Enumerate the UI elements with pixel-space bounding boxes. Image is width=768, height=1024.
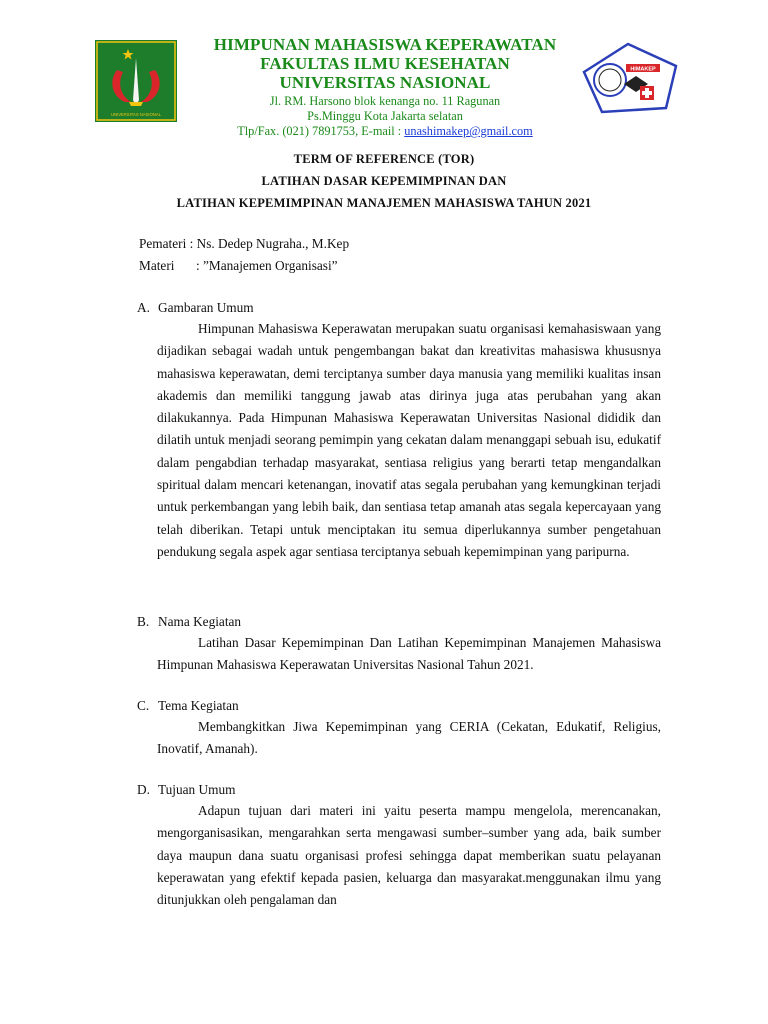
materi-line — [139, 258, 338, 274]
contact-prefix: Tlp/Fax. (021) 7891753, E-mail : — [237, 124, 405, 138]
section-d-body: Adapun tujuan dari materi ini yaitu peserta mampu mengelola, merencanakan, mengorganisasikan, mengarahkan serta mengawasi sumber–sumber yang ada, baik sumber daya maupun dana suatu organisasi profesi sehingga dapat memberikan suatu pelayanan keperawatan yang efektif kepada pasien, keluarga dan masyarakat.menggunakan ilmu yang ditunjukkan oleh pengalaman dan — [157, 803, 661, 908]
faculty-name: FAKULTAS ILMU KESEHATAN — [260, 54, 510, 73]
himakep-logo — [578, 42, 680, 114]
section-c-body: Membangkitkan Jiwa Kepemimpinan yang CERIA (Cekatan, Edukatif, Religius, Inovatif, Amanah). — [157, 719, 661, 757]
address-line-1: Jl. RM. Harsono blok kenanga no. 11 Ragunan — [269, 94, 501, 108]
event-title-line-1: LATIHAN DASAR KEPEMIMPINAN DAN — [261, 174, 507, 188]
university-logo-text: UNIVERSITAS NASIONAL — [111, 112, 161, 117]
section-b-letter: B. — [137, 614, 150, 629]
event-title-line-2: LATIHAN KEPEMIMPINAN MANAJEMEN MAHASISWA TAHUN 2021 — [176, 196, 592, 210]
university-name: UNIVERSITAS NASIONAL — [279, 73, 491, 92]
himakep-logo-text: HIMAKEP — [630, 66, 656, 73]
letterhead — [190, 35, 580, 139]
section-d-letter: D. — [137, 782, 150, 797]
section-a-heading — [137, 300, 254, 316]
org-name: HIMPUNAN MAHASISWA KEPERAWATAN — [213, 35, 557, 54]
section-d-heading — [137, 782, 235, 798]
section-a-letter: A. — [137, 300, 150, 315]
section-a-title: Gambaran Umum — [158, 300, 254, 315]
address-line-2: Ps.Minggu Kota Jakarta selatan — [307, 109, 463, 123]
section-d-title: Tujuan Umum — [158, 782, 236, 797]
tor-title: TERM OF REFERENCE (TOR) — [293, 152, 475, 166]
section-b-heading — [137, 614, 241, 630]
contact-line — [190, 124, 580, 139]
section-c-heading — [137, 698, 239, 714]
section-b-body: Latihan Dasar Kepemimpinan Dan Latihan Kepemimpinan Manajemen Mahasiswa Himpunan Mahasiswa Keperawatan Universitas Nasional Tahun 2021. — [157, 635, 661, 673]
university-logo — [95, 40, 177, 122]
section-c-title: Tema Kegiatan — [158, 698, 239, 713]
section-c-letter: C. — [137, 698, 150, 713]
section-b-title: Nama Kegiatan — [158, 614, 242, 629]
materi-value: : ”Manajemen Organisasi” — [196, 258, 338, 273]
materi-label: Materi — [139, 258, 175, 273]
section-a-body: Himpunan Mahasiswa Keperawatan merupakan suatu organisasi kemahasiswaan yang dijadikan sebagai wadah untuk pengembangan bakat dan kreativitas mahasiswa khususnya mahasiswa keperawatan, demi terciptanya sumber daya manusia yang memiliki kualitas insan akademis dan memiliki tanggung jawab atas dirinya juga atas perubahan yang akan dilakukannya. Pada Himpunan Mahasiswa Keperawatan Universitas Nasional dididik dan dilatih untuk menjadi seorang pemimpin yang cekatan dalam menanggapi sebuah isu, edukatif dalam pengabdian terhadap masyarakat, sentiasa religius yang berarti tetap mengandalkan spiritual dalam mencari ketenangan, inovatif atas segala perubahan yang kemungkinan terjadi untuk perkembangan yang lebih baik, dan sentiasa tetap amanah atas segala kepercayaan yang telah diberikan. Tetapi untuk menciptakan itu semua diperlukannya sumber pengetahuan pendukung segala aspek agar sentiasa terciptanya sebuah kepemimpinan yang paripurna. — [157, 321, 661, 559]
email-link[interactable]: unashimakep@gmail.com — [404, 124, 533, 138]
pemateri-line: Pemateri : Ns. Dedep Nugraha., M.Kep — [139, 236, 350, 251]
